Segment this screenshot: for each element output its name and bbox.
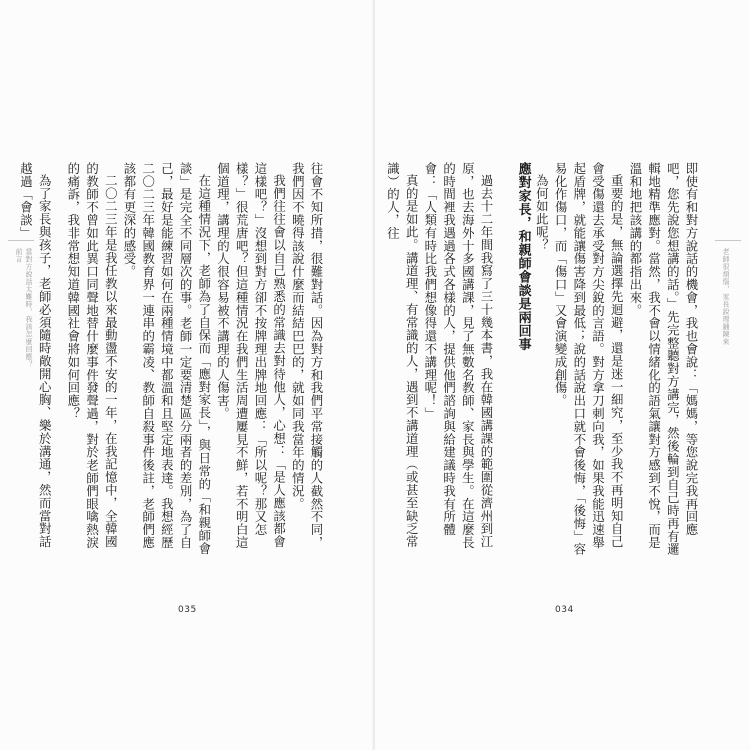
page-number: 035 [178, 605, 197, 615]
chapter-label: 前言 [15, 248, 23, 263]
running-title: 當對方說話太難時，我該怎麼回應？ [25, 248, 33, 368]
right-page [375, 0, 750, 750]
paragraph: 我們往往會以自己熟悉的常識去對待他人，心想：「是人應該都會這樣吧？」沒想到對方卻不按牌理出牌地回應：「所以呢？那又怎樣？」很荒唐吧？但這種情況在我們生活周遭屢見不鮮，若不明白這個道理，講理的人很容易被不講理的人傷害。 [215, 162, 287, 549]
paragraph: 真的是如此。講道理、有常識的人，遇到不講道理（或甚至缺乏常識）的人，往 [385, 162, 420, 549]
paragraph: 為了家長與孩子，老師必須隨時敞開心胸、樂於溝通，然而當對話越過「會談」 [18, 162, 53, 549]
paragraph: 過去十二年間我寫了三十幾本書，我在韓國講課的範圍從濟州到江原，也去海外十多國講課，見了無數名教師、家長與學生。在這麼長的時間裡我遇過各式各樣的人，提供他們諮詢與給建議時我有所體會：「人類有時比我們想像得還不講理呢！」 [422, 162, 494, 549]
paragraph: 二〇二三年是我任教以來最動盪不安的一年，在我記憶中，全韓國的教師不曾如此異口同聲地替什麼事件發聲過，對於老師們眼噙熱淚的痛訴，我非常想知道韓國社會將如何回應？ [65, 162, 119, 549]
paragraph: 為何如此呢？ [534, 174, 550, 252]
running-title: 老師很煩惱，家長說理鋪陳來 [722, 248, 730, 346]
paragraph: 在這種情況下，老師為了自保而「應對家長」，與日常的「和親師會談」是完全不同層次的事。老師一定要清楚區分兩者的差別，為了自己，最好是能練習如何在兩種情境中都溫和且堅定地表達。我想經歷二〇二三年韓國教育界一連串的霸凌、教師自殺事件後註，老師們應該都有更深的感受。 [121, 162, 212, 556]
body-text [385, 162, 700, 557]
page-number: 034 [555, 605, 574, 615]
paragraph: 往會不知所措，很難對話。因為對方和我們平常接觸的人截然不同，我們因不曉得該說什麼而結結巴巴的，就如同我當年的情況。 [290, 162, 324, 549]
running-head-rule [715, 240, 741, 241]
section-heading: 應對家長，和親師會談是兩回事 [515, 162, 531, 351]
paragraph: 即使有和對方說話的機會，我也會說：「媽媽，等您說完我再回應吧，您先說您想講的話。」先完整聽對方講完，然後輪到自己時再有邏輯地精準應對。當然，我不會以情緒化的語氣讓對方感到不悅，而是溫和地把該講的都指出來。 [627, 162, 699, 556]
paragraph: 重要的是，無論選擇先迴避，還是迷一細究，至少我不再明知自己會受傷還去承受對方尖銳的言語。對方拿刀刺向我，如果我能迅速舉起盾牌，就能讓傷害降到最低；說的話說出口就不會後悔，「後悔」容易化作傷口，而「傷口」又會演變成創傷。 [553, 162, 625, 556]
